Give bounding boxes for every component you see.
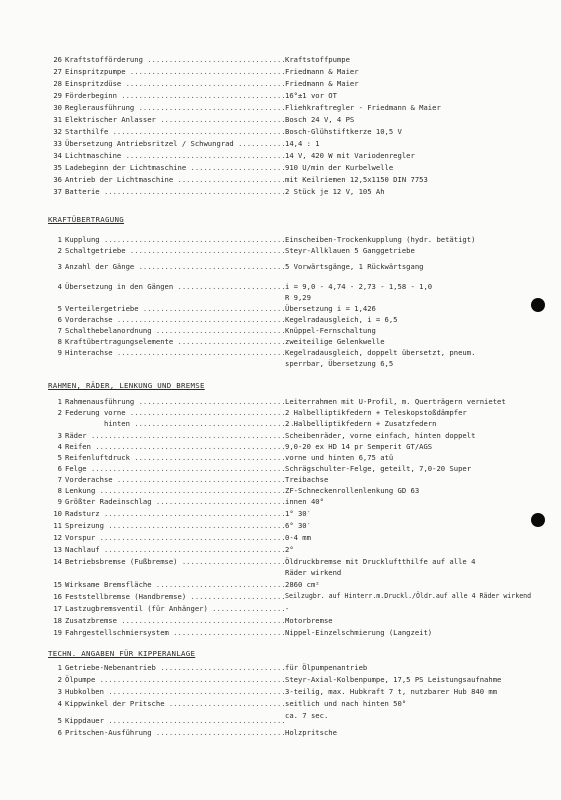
row-label: Hubkolben ......................................... xyxy=(65,687,286,696)
row-label: Kupplung .......................................... xyxy=(65,235,286,244)
row-value: 2 Stück je 12 V, 105 Ah xyxy=(285,187,385,196)
row-label: Felge ............................................. xyxy=(65,464,286,473)
dot-leader: ............................. xyxy=(155,663,286,672)
row-number: 3 xyxy=(57,431,62,440)
row-number: 1 xyxy=(57,397,62,406)
dot-leader: ...................... xyxy=(186,592,286,601)
row-label: Pritschen-Ausführung .............................. xyxy=(65,728,286,737)
row-value: Treibachse xyxy=(285,475,329,484)
row-number: 13 xyxy=(53,545,62,554)
row-number: 37 xyxy=(53,187,62,196)
dot-leader: ......................... xyxy=(173,337,286,346)
row-number: 2 xyxy=(57,675,62,684)
row-value: Motorbremse xyxy=(285,616,333,625)
row-value: Schrägschulter-Felge, geteilt, 7,0-20 Super xyxy=(285,464,472,473)
row-number: 33 xyxy=(53,139,62,148)
row-label: Kippdauer ......................................... xyxy=(65,716,286,725)
row-label: Kraftübertragungselemente ......................... xyxy=(65,337,286,346)
dot-leader: ............................. xyxy=(155,115,286,124)
row-number: 7 xyxy=(57,326,62,335)
row-number: 8 xyxy=(57,486,62,495)
row-value: - xyxy=(285,604,290,613)
row-label: Elektrischer Anlasser ............................. xyxy=(65,115,286,124)
dot-leader: .................................. xyxy=(134,262,286,271)
row-label: Spreizung ......................................... xyxy=(65,521,286,530)
row-number: 34 xyxy=(53,151,62,160)
dot-leader: ....................................... xyxy=(112,348,286,357)
row-label: hinten ............................................ xyxy=(104,419,325,428)
row-label: Anzahl der Gänge .................................. xyxy=(65,262,286,271)
row-label: Räder ............................................. xyxy=(65,431,286,440)
row-value: Steyr-Allklauen 5 Ganggetriebe xyxy=(285,246,415,255)
row-number: 2 xyxy=(57,408,62,417)
row-value: 14 V, 420 W mit Variodenregler xyxy=(285,151,415,160)
row-number: 30 xyxy=(53,103,62,112)
row-number: 15 xyxy=(53,580,62,589)
row-label: Lastzugbremsventil (für Anhänger) ................. xyxy=(65,604,286,613)
row-value: Kraftstoffpumpe xyxy=(285,55,350,64)
dot-leader: ...................................... xyxy=(116,91,286,100)
row-label: Getriebe-Nebenantrieb ............................. xyxy=(65,663,286,672)
row-value: Fliehkraftregler - Friedmann & Maier xyxy=(285,103,441,112)
row-label: Ölpumpe ........................................... xyxy=(65,675,286,684)
row-value: 2 Halbelliptikfedern + Teleskopstoßdämpfer xyxy=(285,408,467,417)
dot-leader: ......................................... xyxy=(103,716,286,725)
row-label: Zusatzbremse ...................................... xyxy=(65,616,286,625)
dot-leader: ......................... xyxy=(173,282,286,291)
section-title-kipperanlage: TECHN. ANGABEN FÜR KIPPERANLAGE xyxy=(48,649,196,658)
row-value: Knüppel-Fernschaltung xyxy=(285,326,376,335)
dot-leader: .......................................... xyxy=(99,187,286,196)
row-label: Förderbeginn ...................................... xyxy=(65,91,286,100)
row-number: 3 xyxy=(57,687,62,696)
dot-leader: ...................................... xyxy=(116,616,286,625)
row-number: 17 xyxy=(53,604,62,613)
dot-leader: ........... xyxy=(233,139,286,148)
row-label: Größter Radeinschlag .............................. xyxy=(65,497,286,506)
row-number: 9 xyxy=(57,348,62,357)
row-number: 31 xyxy=(53,115,62,124)
row-label: Feststellbremse (Handbremse) ...................... xyxy=(65,592,286,601)
dot-leader: .......................................... xyxy=(99,235,286,244)
row-label: Lichtmaschine ..................................... xyxy=(65,151,286,160)
dot-leader: .................................. xyxy=(134,397,286,406)
row-number: 1 xyxy=(57,663,62,672)
row-number: 12 xyxy=(53,533,62,542)
row-label: Starthilfe ........................................ xyxy=(65,127,286,136)
dot-leader: ........................................... xyxy=(95,675,286,684)
row-label: Übersetzung Antriebsritzel / Schwungrad ........... xyxy=(65,139,286,148)
row-value: Bosch 24 V, 4 PS xyxy=(285,115,355,124)
row-number: 35 xyxy=(53,163,62,172)
dot-leader: .................................... xyxy=(125,67,286,76)
row-value-continued: Räder wirkend xyxy=(285,568,342,577)
dot-leader: ............................................. xyxy=(86,431,286,440)
row-number: 14 xyxy=(53,557,62,566)
dot-leader: ................. xyxy=(207,604,286,613)
row-label: Wirksame Bremsfläche .............................. xyxy=(65,580,286,589)
dot-leader: ...................... xyxy=(186,163,286,172)
section-title-kraftuebertragung: KRAFTÜBERTRAGUNG xyxy=(48,215,124,224)
row-value-continued: R 9,29 xyxy=(285,293,311,302)
dot-leader: ................................. xyxy=(138,304,286,313)
dot-leader: ....................................... xyxy=(112,315,286,324)
dot-leader: .......................... xyxy=(168,628,286,637)
row-value: 3-teilig, max. Hubkraft 7 t, nutzbarer Hub 840 mm xyxy=(285,687,498,696)
dot-leader: ......................................... xyxy=(103,687,286,696)
punch-hole-upper xyxy=(531,298,545,312)
dot-leader: ............................................. xyxy=(86,464,286,473)
row-label: Einspritzdüse ..................................... xyxy=(65,79,286,88)
dot-leader: ................................... xyxy=(129,453,286,462)
row-number: 26 xyxy=(53,55,62,64)
row-value: Einscheiben-Trockenkupplung (hydr. betätigt) xyxy=(285,235,476,244)
dot-leader: .............................. xyxy=(151,580,286,589)
dot-leader: .......................................... xyxy=(99,545,286,554)
row-value: 5 Vorwärtsgänge, 1 Rückwärtsgang xyxy=(285,262,424,271)
dot-leader: .................................. xyxy=(134,103,286,112)
dot-leader: ........................................ xyxy=(108,127,286,136)
row-number: 11 xyxy=(53,521,62,530)
dot-leader: .............................. xyxy=(151,326,286,335)
row-label: Betriebsbremse (Fußbremse) ........................ xyxy=(65,557,286,566)
row-label: Nachlauf .......................................... xyxy=(65,545,286,554)
row-number: 32 xyxy=(53,127,62,136)
row-label: Einspritzpumpe .................................... xyxy=(65,67,286,76)
row-value: Seilzugbr. auf Hinterr.m.Druckl./Öldr.auf alle 4 Räder wirkend xyxy=(285,592,532,600)
row-value: 14,4 : 1 xyxy=(285,139,320,148)
row-number: 36 xyxy=(53,175,62,184)
row-number: 7 xyxy=(57,475,62,484)
row-number: 4 xyxy=(57,442,62,451)
row-value: Scheibenräder, vorne einfach, hinten doppelt xyxy=(285,431,476,440)
row-value: 0-4 mm xyxy=(285,533,311,542)
row-value: 2° xyxy=(285,545,294,554)
row-value: 2860 cm² xyxy=(285,580,320,589)
dot-leader: ................................ xyxy=(142,55,286,64)
row-label: Federung vorne .................................... xyxy=(65,408,286,417)
row-number: 4 xyxy=(57,282,62,291)
dot-leader: ........................ xyxy=(177,557,286,566)
row-value: 9,0-20 ex HD 14 pr Semperit GT/AGS xyxy=(285,442,433,451)
row-value: ca. 7 sec. xyxy=(285,711,329,720)
row-number: 2 xyxy=(57,246,62,255)
row-value: Kegelradausgleich, i = 6,5 xyxy=(285,315,398,324)
dot-leader: ........................................... xyxy=(95,486,286,495)
row-number: 3 xyxy=(57,262,62,271)
row-number: 16 xyxy=(53,592,62,601)
row-value: Öldruckbremse mit Druckluftthilfe auf alle 4 xyxy=(285,557,476,566)
row-number: 6 xyxy=(57,315,62,324)
row-number: 19 xyxy=(53,628,62,637)
row-number: 18 xyxy=(53,616,62,625)
row-label: Radsturz .......................................... xyxy=(65,509,286,518)
row-value: Friedmann & Maier xyxy=(285,79,359,88)
row-number: 10 xyxy=(53,509,62,518)
row-value: innen 40° xyxy=(285,497,324,506)
row-label: Batterie .......................................... xyxy=(65,187,286,196)
row-value: für Ölpumpenantrieb xyxy=(285,663,368,672)
row-label: Übersetzung in den Gängen ......................... xyxy=(65,282,286,291)
row-label: Kippwinkel der Pritsche ........................... xyxy=(65,699,286,708)
row-number: 9 xyxy=(57,497,62,506)
row-label: Reglerausführung .................................. xyxy=(65,103,286,112)
section-title-rahmen: RAHMEN, RÄDER, LENKUNG UND BREMSE xyxy=(48,381,205,390)
row-label: Hinterachse ....................................... xyxy=(65,348,286,357)
row-number: 8 xyxy=(57,337,62,346)
row-label: Rahmenausführung .................................. xyxy=(65,397,286,406)
row-number: 6 xyxy=(57,464,62,473)
row-number: 29 xyxy=(53,91,62,100)
dot-leader: .................................... xyxy=(125,408,286,417)
row-value: Friedmann & Maier xyxy=(285,67,359,76)
row-value: Steyr-Axial-Kolbenpumpe, 17,5 PS Leistungsaufnahme xyxy=(285,675,502,684)
row-value: 1° 30′ xyxy=(285,509,311,518)
row-value: Leiterrahmen mit U-Profil, m. Querträgern vernietet xyxy=(285,397,506,406)
dot-leader: ........................................... xyxy=(95,533,286,542)
row-number: 5 xyxy=(57,716,62,725)
row-value: ZF-Schneckenrollenlenkung GD 63 xyxy=(285,486,420,495)
dot-leader: ............................................ xyxy=(129,419,325,428)
row-label: Ladebeginn der Lichtmaschine ...................... xyxy=(65,163,286,172)
row-label: Reifenluftdruck ................................... xyxy=(65,453,286,462)
row-value: Nippel-Einzelschmierung (Langzeit) xyxy=(285,628,433,637)
row-label: Antrieb der Lichtmaschine ......................... xyxy=(65,175,286,184)
row-value: vorne und hinten 6,75 atü xyxy=(285,453,394,462)
row-value: 16°±1 vor OT xyxy=(285,91,337,100)
row-number: 27 xyxy=(53,67,62,76)
dot-leader: ..................................... xyxy=(121,79,286,88)
row-number: 5 xyxy=(57,453,62,462)
row-label: Vorspur ........................................... xyxy=(65,533,286,542)
dot-leader: ..................................... xyxy=(121,151,286,160)
row-label: Fahrgestellschmiersystem .......................... xyxy=(65,628,286,637)
row-value: i = 9,0 - 4,74 - 2,73 - 1,58 - 1,0 xyxy=(285,282,433,291)
row-value: 6° 30′ xyxy=(285,521,311,530)
dot-leader: .............................. xyxy=(151,728,286,737)
row-value: Holzpritsche xyxy=(285,728,337,737)
row-value: zweiteilige Gelenkwelle xyxy=(285,337,385,346)
row-value: mit Keilriemen 12,5x1150 DIN 7753 xyxy=(285,175,428,184)
dot-leader: .......................................... xyxy=(99,509,286,518)
dot-leader: ......................................... xyxy=(103,521,286,530)
dot-leader: ............................................ xyxy=(90,442,286,451)
row-number: 4 xyxy=(57,699,62,708)
row-value-continued: sperrbar, Übersetzung 6,5 xyxy=(285,359,394,368)
row-label: Schaltgetriebe .................................... xyxy=(65,246,286,255)
row-label: Vorderachse ....................................... xyxy=(65,315,286,324)
row-label: Reifen ............................................ xyxy=(65,442,286,451)
dot-leader: ......................... xyxy=(173,175,286,184)
row-label: Lenkung ........................................... xyxy=(65,486,286,495)
row-number: 28 xyxy=(53,79,62,88)
row-value: Kegelradausgleich, doppelt übersetzt, pneum. xyxy=(285,348,476,357)
row-value: Bosch-Glühstiftkerze 10,5 V xyxy=(285,127,402,136)
row-label: Kraftstofförderung ................................ xyxy=(65,55,286,64)
dot-leader: .................................... xyxy=(125,246,286,255)
row-label: Verteilergetriebe ................................. xyxy=(65,304,286,313)
row-number: 1 xyxy=(57,235,62,244)
row-label: Vorderachse ....................................... xyxy=(65,475,286,484)
row-value: 910 U/min der Kurbelwelle xyxy=(285,163,394,172)
dot-leader: .............................. xyxy=(151,497,286,506)
row-value: Übersetzung i = 1,426 xyxy=(285,304,376,313)
row-number: 6 xyxy=(57,728,62,737)
dot-leader: ........................... xyxy=(164,699,286,708)
row-number: 5 xyxy=(57,304,62,313)
row-value: 2 Halbelliptikfedern + Zusatzfedern xyxy=(285,419,437,428)
punch-hole-lower xyxy=(531,513,545,527)
dot-leader: ....................................... xyxy=(112,475,286,484)
row-label: Schalthebelanordnung .............................. xyxy=(65,326,286,335)
row-value: seitlich und nach hinten 50° xyxy=(285,699,407,708)
